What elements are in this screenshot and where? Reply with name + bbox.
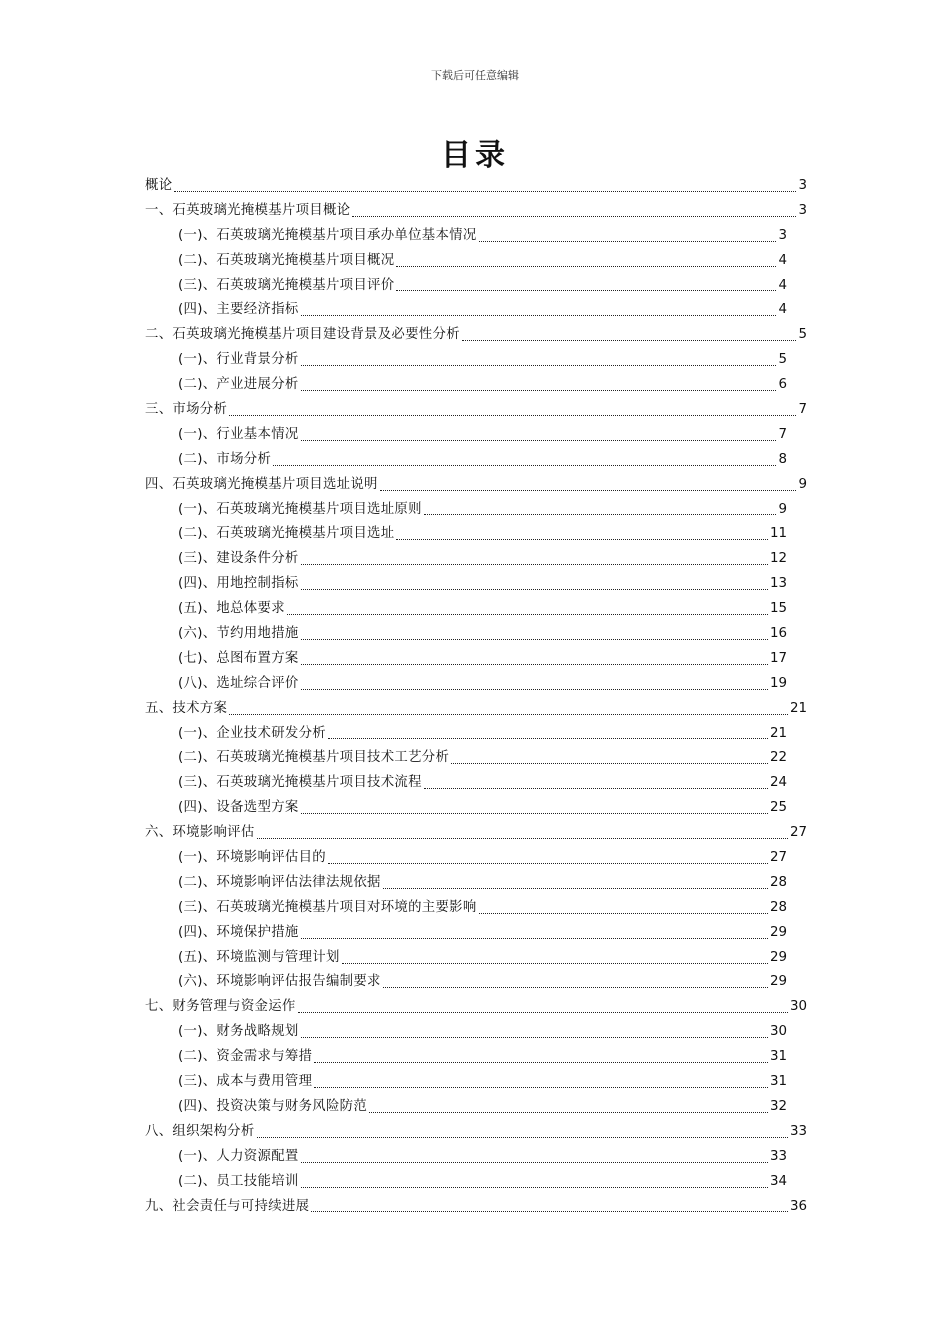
toc-entry[interactable] bbox=[145, 1045, 807, 1070]
toc-dot-leader bbox=[314, 1061, 768, 1063]
toc-entry-label: 七、财务管理与资金运作 bbox=[145, 999, 296, 1015]
toc-dot-leader bbox=[257, 837, 788, 839]
toc-entry[interactable] bbox=[145, 796, 807, 821]
toc-entry-page: 30 bbox=[769, 1024, 787, 1040]
toc-entry-label: (一)、石英玻璃光掩模基片项目承办单位基本情况 bbox=[178, 227, 477, 243]
toc-entry[interactable] bbox=[145, 1095, 807, 1120]
toc-entry-page: 11 bbox=[769, 526, 787, 542]
toc-dot-leader bbox=[383, 986, 768, 988]
toc-entry-page: 4 bbox=[778, 277, 787, 293]
toc-entry-label: (三)、石英玻璃光掩模基片项目评价 bbox=[178, 277, 395, 293]
toc-dot-leader bbox=[301, 688, 768, 690]
toc-dot-leader bbox=[424, 513, 777, 515]
toc-entry-label: 九、社会责任与可持续进展 bbox=[145, 1198, 310, 1214]
toc-entry[interactable] bbox=[145, 1170, 807, 1195]
toc-entry[interactable] bbox=[145, 348, 807, 373]
toc-entry-page: 33 bbox=[769, 1148, 787, 1164]
toc-entry-label: (二)、石英玻璃光掩模基片项目选址 bbox=[178, 526, 395, 542]
toc-entry-page: 25 bbox=[769, 800, 787, 816]
toc-dot-leader bbox=[462, 339, 797, 341]
toc-dot-leader bbox=[301, 812, 768, 814]
toc-entry[interactable] bbox=[145, 1145, 807, 1170]
toc-dot-leader bbox=[229, 414, 796, 416]
toc-dot-leader bbox=[301, 563, 768, 565]
toc-entry[interactable] bbox=[145, 174, 807, 199]
toc-dot-leader bbox=[328, 862, 768, 864]
toc-entry-page: 7 bbox=[778, 426, 787, 442]
toc-entry[interactable] bbox=[145, 871, 807, 896]
toc-entry-label: 八、组织架构分析 bbox=[145, 1123, 255, 1139]
toc-entry-page: 3 bbox=[798, 177, 807, 193]
toc-entry[interactable] bbox=[145, 423, 807, 448]
toc-entry-page: 31 bbox=[769, 1074, 787, 1090]
toc-entry-label: (三)、石英玻璃光掩模基片项目对环境的主要影响 bbox=[178, 899, 477, 915]
toc-entry[interactable] bbox=[145, 647, 807, 672]
toc-entry-label: (二)、资金需求与筹措 bbox=[178, 1049, 313, 1065]
toc-entry-page: 29 bbox=[769, 974, 787, 990]
toc-entry[interactable] bbox=[145, 1195, 807, 1220]
toc-entry-label: (二)、员工技能培训 bbox=[178, 1173, 299, 1189]
toc-dot-leader bbox=[451, 762, 768, 764]
toc-entry[interactable] bbox=[145, 572, 807, 597]
toc-dot-leader bbox=[369, 1111, 768, 1113]
toc-entry[interactable] bbox=[145, 971, 807, 996]
toc-entry-page: 29 bbox=[769, 949, 787, 965]
toc-entry[interactable] bbox=[145, 373, 807, 398]
toc-entry[interactable] bbox=[145, 224, 807, 249]
toc-dot-leader bbox=[424, 787, 768, 789]
toc-entry[interactable] bbox=[145, 597, 807, 622]
toc-entry-label: (二)、石英玻璃光掩模基片项目技术工艺分析 bbox=[178, 750, 450, 766]
toc-dot-leader bbox=[301, 937, 768, 939]
toc-entry-page: 9 bbox=[778, 501, 787, 517]
toc-entry-page: 27 bbox=[789, 825, 807, 841]
toc-entry-label: (一)、环境影响评估目的 bbox=[178, 850, 326, 866]
toc-entry-label: (二)、市场分析 bbox=[178, 451, 272, 467]
toc-dot-leader bbox=[301, 1186, 768, 1188]
toc-entry[interactable] bbox=[145, 896, 807, 921]
toc-entry-page: 32 bbox=[769, 1098, 787, 1114]
toc-dot-leader bbox=[301, 1161, 768, 1163]
toc-entry-page: 21 bbox=[789, 700, 807, 716]
toc-entry-page: 3 bbox=[778, 227, 787, 243]
toc-entry-label: (二)、石英玻璃光掩模基片项目概况 bbox=[178, 252, 395, 268]
toc-entry[interactable] bbox=[145, 274, 807, 299]
toc-entry[interactable] bbox=[145, 199, 807, 224]
toc-entry-label: (一)、人力资源配置 bbox=[178, 1148, 299, 1164]
toc-entry-page: 8 bbox=[778, 451, 787, 467]
toc-entry-label: (四)、投资决策与财务风险防范 bbox=[178, 1098, 368, 1114]
toc-entry-page: 17 bbox=[769, 650, 787, 666]
toc-entry[interactable] bbox=[145, 821, 807, 846]
toc-dot-leader bbox=[229, 713, 788, 715]
toc-dot-leader bbox=[273, 464, 776, 466]
toc-entry[interactable] bbox=[145, 697, 807, 722]
toc-entry[interactable] bbox=[145, 1020, 807, 1045]
toc-dot-leader bbox=[342, 962, 768, 964]
toc-entry-label: (三)、建设条件分析 bbox=[178, 551, 299, 567]
toc-entry-page: 21 bbox=[769, 725, 787, 741]
toc-entry-label: (四)、设备选型方案 bbox=[178, 800, 299, 816]
toc-dot-leader bbox=[479, 240, 777, 242]
toc-entry-label: (七)、总图布置方案 bbox=[178, 650, 299, 666]
toc-entry-label: (三)、成本与费用管理 bbox=[178, 1074, 313, 1090]
toc-entry-page: 15 bbox=[769, 601, 787, 617]
toc-entry-label: (六)、节约用地措施 bbox=[178, 626, 299, 642]
toc-entry[interactable] bbox=[145, 498, 807, 523]
toc-entry-page: 36 bbox=[789, 1198, 807, 1214]
toc-entry[interactable] bbox=[145, 746, 807, 771]
toc-entry-page: 30 bbox=[789, 999, 807, 1015]
toc-dot-leader bbox=[301, 588, 768, 590]
toc-entry-page: 3 bbox=[798, 202, 807, 218]
toc-entry-page: 5 bbox=[778, 352, 787, 368]
toc-entry-page: 16 bbox=[769, 626, 787, 642]
toc-dot-leader bbox=[301, 364, 777, 366]
toc-dot-leader bbox=[301, 389, 777, 391]
toc-dot-leader bbox=[479, 912, 768, 914]
toc-entry-page: 4 bbox=[778, 252, 787, 268]
toc-entry-label: (八)、选址综合评价 bbox=[178, 675, 299, 691]
toc-entry-label: (四)、主要经济指标 bbox=[178, 302, 299, 318]
toc-entry-page: 33 bbox=[789, 1123, 807, 1139]
toc-dot-leader bbox=[396, 289, 776, 291]
toc-entry-label: (一)、企业技术研发分析 bbox=[178, 725, 326, 741]
toc-dot-leader bbox=[396, 265, 776, 267]
toc-entry-page: 12 bbox=[769, 551, 787, 567]
toc-dot-leader bbox=[311, 1210, 788, 1212]
toc-entry-page: 28 bbox=[769, 874, 787, 890]
toc-entry-page: 19 bbox=[769, 675, 787, 691]
page-header-note: 下载后可任意编辑 bbox=[431, 69, 519, 82]
page-title: 目录 bbox=[441, 138, 509, 173]
toc-entry-page: 4 bbox=[778, 302, 787, 318]
toc-entry[interactable] bbox=[145, 522, 807, 547]
toc-dot-leader bbox=[352, 215, 796, 217]
toc-dot-leader bbox=[301, 439, 777, 441]
toc-entry[interactable] bbox=[145, 622, 807, 647]
toc-entry-label: (五)、环境监测与管理计划 bbox=[178, 949, 340, 965]
toc-entry-label: 二、石英玻璃光掩模基片项目建设背景及必要性分析 bbox=[145, 327, 460, 343]
toc-entry[interactable] bbox=[145, 722, 807, 747]
toc-entry[interactable] bbox=[145, 1120, 807, 1145]
toc-entry[interactable] bbox=[145, 846, 807, 871]
toc-entry-page: 29 bbox=[769, 924, 787, 940]
toc-dot-leader bbox=[301, 638, 768, 640]
toc-entry[interactable] bbox=[145, 946, 807, 971]
toc-entry[interactable] bbox=[145, 249, 807, 274]
toc-entry-page: 6 bbox=[778, 377, 787, 393]
toc-entry-label: (一)、行业背景分析 bbox=[178, 352, 299, 368]
toc-entry-page: 34 bbox=[769, 1173, 787, 1189]
toc-entry[interactable] bbox=[145, 995, 807, 1020]
toc-entry-page: 7 bbox=[798, 402, 807, 417]
toc-dot-leader bbox=[396, 538, 768, 540]
toc-entry-label: 五、技术方案 bbox=[145, 700, 228, 716]
toc-entry-page: 9 bbox=[798, 476, 807, 492]
toc-dot-leader bbox=[301, 314, 777, 316]
toc-entry-label: (一)、财务战略规划 bbox=[178, 1024, 299, 1040]
toc-dot-leader bbox=[301, 1036, 768, 1038]
toc-entry[interactable] bbox=[145, 398, 807, 423]
toc-entry-label: (三)、石英玻璃光掩模基片项目技术流程 bbox=[178, 775, 422, 791]
toc-entry-label: 概论 bbox=[145, 177, 173, 193]
toc-entry[interactable] bbox=[145, 473, 807, 498]
toc-entry-page: 5 bbox=[798, 327, 807, 343]
toc-entry-page: 22 bbox=[769, 750, 787, 766]
toc-entry-page: 27 bbox=[769, 850, 787, 866]
toc-entry[interactable] bbox=[145, 1070, 807, 1095]
toc-dot-leader bbox=[380, 489, 797, 491]
toc-entry[interactable] bbox=[145, 323, 807, 348]
toc-entry-page: 28 bbox=[769, 899, 787, 915]
toc-entry-label: (四)、用地控制指标 bbox=[178, 576, 299, 592]
toc-dot-leader bbox=[328, 737, 768, 739]
toc-entry-label: 四、石英玻璃光掩模基片项目选址说明 bbox=[145, 476, 378, 492]
toc-dot-leader bbox=[314, 1086, 768, 1088]
toc-entry[interactable] bbox=[145, 771, 807, 796]
toc-entry-page: 13 bbox=[769, 576, 787, 592]
toc-entry[interactable] bbox=[145, 921, 807, 946]
toc-entry-page: 31 bbox=[769, 1049, 787, 1065]
toc-dot-leader bbox=[301, 663, 768, 665]
toc-entry-label: 三、市场分析 bbox=[145, 402, 228, 417]
toc-dot-leader bbox=[287, 613, 768, 615]
toc-dot-leader bbox=[383, 887, 768, 889]
toc-entry-label: (五)、地总体要求 bbox=[178, 601, 285, 617]
toc-entry[interactable] bbox=[145, 298, 807, 323]
toc-entry-label: (二)、环境影响评估法律法规依据 bbox=[178, 874, 381, 890]
toc-dot-leader bbox=[257, 1136, 788, 1138]
toc-entry-label: (一)、石英玻璃光掩模基片项目选址原则 bbox=[178, 501, 422, 517]
toc-entry-label: 六、环境影响评估 bbox=[145, 825, 255, 841]
toc-entry-label: (六)、环境影响评估报告编制要求 bbox=[178, 974, 381, 990]
toc-entry-page: 24 bbox=[769, 775, 787, 791]
table-of-contents bbox=[145, 174, 807, 1219]
toc-entry[interactable] bbox=[145, 672, 807, 697]
toc-entry[interactable] bbox=[145, 448, 807, 473]
toc-dot-leader bbox=[298, 1011, 788, 1013]
toc-entry-label: (一)、行业基本情况 bbox=[178, 426, 299, 442]
toc-entry[interactable] bbox=[145, 547, 807, 572]
toc-entry-label: (四)、环境保护措施 bbox=[178, 924, 299, 940]
toc-dot-leader bbox=[174, 190, 796, 192]
toc-entry-label: 一、石英玻璃光掩模基片项目概论 bbox=[145, 202, 351, 218]
toc-entry-label: (二)、产业进展分析 bbox=[178, 377, 299, 393]
